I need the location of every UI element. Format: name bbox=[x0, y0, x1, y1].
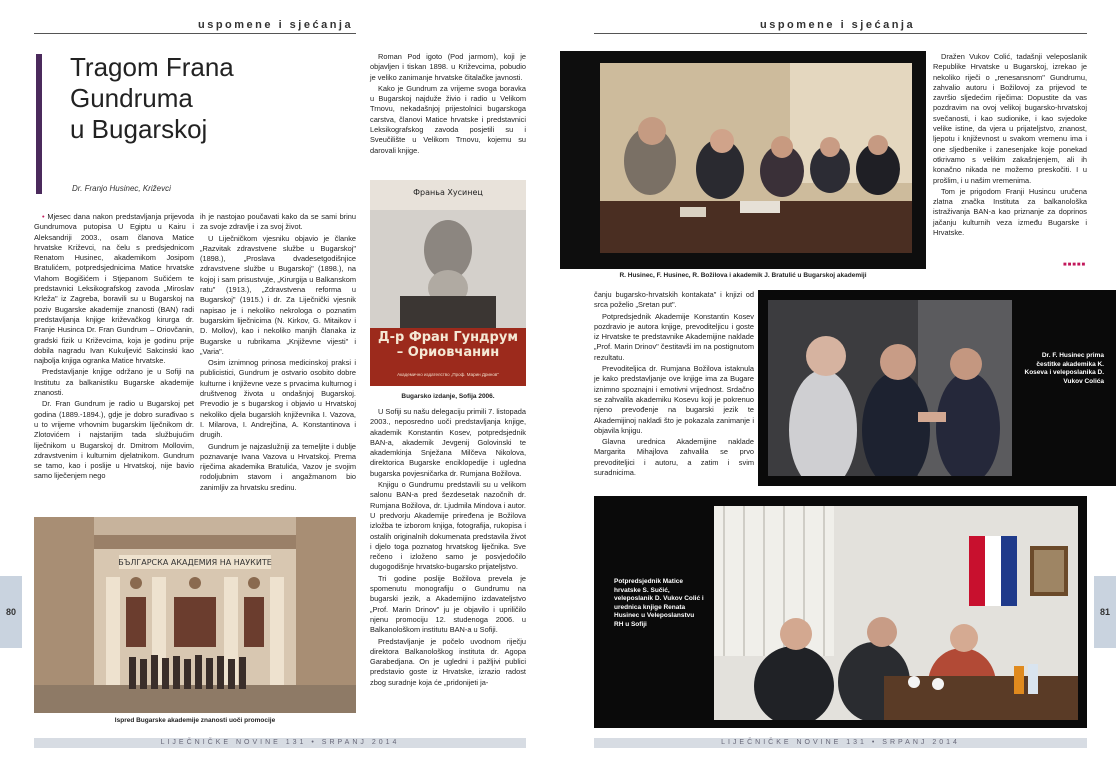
article-title bbox=[70, 52, 360, 145]
header-rule-left bbox=[34, 33, 356, 34]
paragraph: čanju bugarsko-hrvatskih kontakata" i knjizi od srca poželio „Sretan put". bbox=[594, 290, 754, 310]
paragraph: ih je nastojao poučavati kako da se sami brinu za svoje zdravlje i za svoj život. bbox=[200, 212, 356, 232]
academy-building-image bbox=[34, 517, 356, 713]
paragraph: U Sofiji su našu delegaciju primili 7. listopada 2003., neposredno uoči predstavljanja knjige, akademik Konstantin Kosev, potpredsjednik BAN-a, akademik Jevgenij Golovinski te akademkinja Snježana Milčeva Nikolova, direktorica Bugarske enciklopedije i ugledna bugarska povjesničarka dr. Rumjana Božilova. bbox=[370, 407, 526, 478]
paragraph: Knjigu o Gundrumu predstavili su u velikom salonu BAN-a pred šezdesetak nazočnih dr. Rumjana Božilova, dr. Ljudmila Mindova i autor. U predvorju Akademije priređena je Božilova izložba te izborom knjiga, fotografija, rukopisa i ostalih originalnih dokumenata predstavila život i djelo toga poznatog hrvatskog liječnika. Sve rečeno i izloženo samo je posvjedočilo dugogodišnje hrvatsko-bugarsko prijateljstvo. bbox=[370, 480, 526, 572]
end-mark-icon: ■■■■■ bbox=[1063, 262, 1087, 268]
portrait-image bbox=[370, 210, 526, 328]
page-number-right: 81 bbox=[1094, 576, 1116, 648]
footer-left: LIJEČNIČKE NOVINE 131 • SRPANJ 2014 bbox=[160, 739, 400, 746]
handshake-image bbox=[768, 300, 1012, 476]
footer-right: LIJEČNIČKE NOVINE 131 • SRPANJ 2014 bbox=[721, 739, 960, 746]
book-title: Д-р Фран Гундрум – Ориовчанин bbox=[378, 330, 518, 360]
page-number-left: 80 bbox=[0, 576, 22, 648]
meeting-image bbox=[560, 51, 926, 269]
paragraph: U Liječničkom vjesniku objavio je članke „Razvitak zdravstvene službe u Bugarskoj" (1898.), „Proslava dvadesetgodišnjice zdravstvene službe u Bugarskoj" (1898.), na kojoj i sam prisustvuje, „Kirurgija u Balkanskom ratu" (1913.), „Zdravstvena reforma u Bugarskoj" (1915.) i dr. Za Liječnički vjesnik napisao je i nekoliko nekrologa o poznatim bugarskim liječnicima (N. Kirkov, G. Mitaikov i D. Mollov), kao i nekoliko manjih članaka iz Bugarske u rubrikama „Književne vijesti" i „Varia". bbox=[200, 233, 356, 356]
paragraph: Dražen Vukov Colić, tadašnji veleposlanik Republike Hrvatske u Bugarskoj, izrekao je nekoliko riječi o „renesansnom" Gundrumu, zahvalio autoru i Božilovoj za prijevod te završio sljedećim riječima: Dopustite da vas pozdravim na ovoj velikoj bugarsko-hrvatskoj svečanosti, i kao sudionike, i kao svjedoke velike istine, da vjera u prijateljstvo, znanost, ljepotu i književnost u svakom vremenu ima i one sljedbenike i zanesenjake koje ponekad otkrivamo s velikim zakašnjenjem, ali ih konačno nikada ne možemo preskočiti. I u prošlim, i u našim vremenima. bbox=[933, 52, 1087, 185]
paragraph: Kako je Gundrum za vrijeme svoga boravka u Bugarskoj najduže živio i radio u Velikom Trnovu, nekadašnjoj prijestolnici bugarskoga carstva, članovi Matice hrvatske i predstavnici Leksikografskog zavoda posjetili su i Sveučilište u Velikom Trnovu, kojemu su darovali knjige. bbox=[370, 83, 526, 155]
book-author: Франьа Хусинец bbox=[413, 188, 483, 197]
meeting-photo bbox=[560, 51, 926, 269]
paragraph: Predstavljanje je počelo uvodnom riječju direktora Balkanološkog instituta dr. Agopa Garabedjana. On je ugledni i pažljivi publici predstavio goste iz Hrvatske, izrazio radost zbog suradnje koja će „pridonijeti ja- bbox=[370, 636, 526, 687]
header-left: uspomene i sjećanja bbox=[198, 19, 354, 31]
handshake-caption: Dr. F. Husinec prima čestitke akademika K. Koseva i veleposlanika D. Vukov Colića bbox=[1024, 352, 1104, 385]
paragraph: Tom je prigodom Franji Husincu uručena zlatna značka Instituta za balkanološka istraživanja BAN-a kao priznanje za doprinos jačanju kulturnih veza između Bugarske i Hrvatske. bbox=[933, 186, 1087, 238]
column-4 bbox=[933, 52, 1087, 239]
book-cover-image bbox=[370, 180, 526, 386]
author-byline: Dr. Franjo Husinec, Križevci bbox=[72, 184, 171, 193]
embassy-image bbox=[714, 506, 1078, 720]
header-rule-right bbox=[594, 33, 1087, 34]
academy-photo bbox=[34, 517, 356, 713]
paragraph: Predstavljanje knjige održano je u Sofiji na Institutu za balkanistiku Bugarske akademije znanosti. bbox=[34, 367, 194, 398]
title-line-2: u Bugarskoj bbox=[70, 114, 208, 144]
paragraph: Prevoditeljica dr. Rumjana Božilova istaknula je kako predstavljanje ove knjige ima za Bugare iznimno spoznajni i emotivni vrijednost. Srdačno se zahvalila akademiku Kosevu koji je pokrenuo njeno prevođenje na bugarski jezik te Akademijinoj nakladi što je pokazala zanimanje i objavila knjigu. bbox=[594, 364, 754, 435]
column-3-top bbox=[370, 52, 526, 157]
paragraph: Glavna urednica Akademijine naklade Margarita Mihajlova zahvalila se prvo prevoditeljici i autoru, a zatim i svim suradnicima. bbox=[594, 437, 754, 478]
paragraph: Gundrum je najzaslužniji za temeljite i dublje poznavanje Ivana Vazova u Hrvatskoj. Prema riječima akademika Bratulića, Vazov je svojim rodoljubnim stavom i angažmanom bio zanimljiv za hrvatsku sredinu. bbox=[200, 441, 356, 492]
bullet-icon: • bbox=[42, 212, 48, 221]
paragraph: Osim iznimnog prinosa medicinskoj praksi i publicistici, Gundrum je ostvario osobito dobre kulturne i književne veze s prvacima kulturnog i društvenog života u ondašnjoj Bugarskoj. Prevodio je s bugarskog i objavio u Hrvatskoj nekoliko djela bugarskih književnika I. Vazova, I. Milarova, I. Andrejčina, A. Konstantinova i drugih. bbox=[200, 358, 356, 440]
column-1 bbox=[34, 212, 194, 483]
paragraph: Potpredsjednik Akademije Konstantin Kosev pozdravio je autora knjige, prevoditeljicu i goste iz Hrvatske te predstavnike Akademijine naklade „Prof. Marin Drinov" čestitavši im na postignutom rezultatu. bbox=[594, 311, 754, 362]
column-2 bbox=[200, 212, 356, 494]
title-line-1: Tragom Frana Gundruma bbox=[70, 52, 234, 113]
paragraph: Dr. Fran Gundrum je radio u Bugarskoj pet godina (1889.-1894.), gdje je dobro surađivao s u to vrijeme vrhovnim bugarskim liječnikom dr. Zlotovićem i najstarijim tada službujućim liječnikom u Bugarskoj dr. Dmitrom Mollovim, zdravstvenim i kulturnim djelatnikom. Gundrum se tamo, kao i poslije u Hrvatskoj, nije bavio samo liječenjem nego bbox=[34, 399, 194, 481]
handshake-photo bbox=[768, 300, 1012, 476]
paragraph: Roman Pod igoto (Pod jarmom), koji je objavljen i tiskan 1898. u Križevcima, pobudio je veliko zanimanje hrvatske čitalačke javnosti. bbox=[370, 52, 526, 82]
academy-sign: БЪЛГАРСКА АКАДЕМИЯ НА НАУКИТЕ bbox=[118, 558, 272, 567]
paragraph: • Mjesec dana nakon predstavljanja prijevoda Gundrumova putopisa U Egiptu u Kairu i Aleksandriji 2003., osam članova Matice hrvatske Križevci, na čelu s predsjednicom Renatom Husinec, akademikom Josipom Bratulićem, potpredsjednicima Matice hrvatske Vlahom Bogišićem i Stjepanom Sučićem te predstavnici Leksikografskog zavoda „Miroslav Krleža" iz Zagreba, boravili su u Bugarskoj na poziv Bugarske akademije znanosti (BAN) radi predstavljanja knjige križevačkog kirurga dr. Franje Husinca Dr. Fran Gundrum – Oriovčanin, gradski fizik u Križevcima, koja je godinu prije dobila nagradu Ivan Kukuljević Sakcinski kao najbolja knjiga ogranka Matice hrvatske. bbox=[34, 212, 194, 366]
book-publisher: Академично издателство „Проф. Марин Дринов" bbox=[397, 372, 499, 377]
column-5 bbox=[594, 290, 754, 479]
paragraph: Tri godine poslije Božilova prevela je spomenutu monografiju o Gundrumu na bugarski jezik, a Akademijino izdavateljstvo „Prof. Marin Drinov" ju je objavilo i upriličilo njenu promociju 12. studenoga 2006. u Balkanološkom institutu BAN-a u Sofiji. bbox=[370, 573, 526, 635]
header-right: uspomene i sjećanja bbox=[760, 19, 916, 31]
column-3-bottom bbox=[370, 407, 526, 689]
embassy-photo bbox=[714, 506, 1078, 720]
title-accent-bar bbox=[36, 54, 42, 194]
meeting-caption: R. Husinec, F. Husinec, R. Božilova i akademik J. Bratulić u Bugarskoj akademiji bbox=[619, 272, 867, 279]
academy-caption: Ispred Bugarske akademije znanosti uoči promocije bbox=[114, 717, 276, 724]
embassy-caption: Potpredsjednik Matice hrvatske S. Sučić, veleposlanik D. Vukov Colić i urednica knjige Renata Husinec u Veleposlanstvu RH u Sofiji bbox=[614, 578, 704, 628]
book-caption: Bugarsko izdanje, Sofija 2006. bbox=[401, 393, 495, 400]
